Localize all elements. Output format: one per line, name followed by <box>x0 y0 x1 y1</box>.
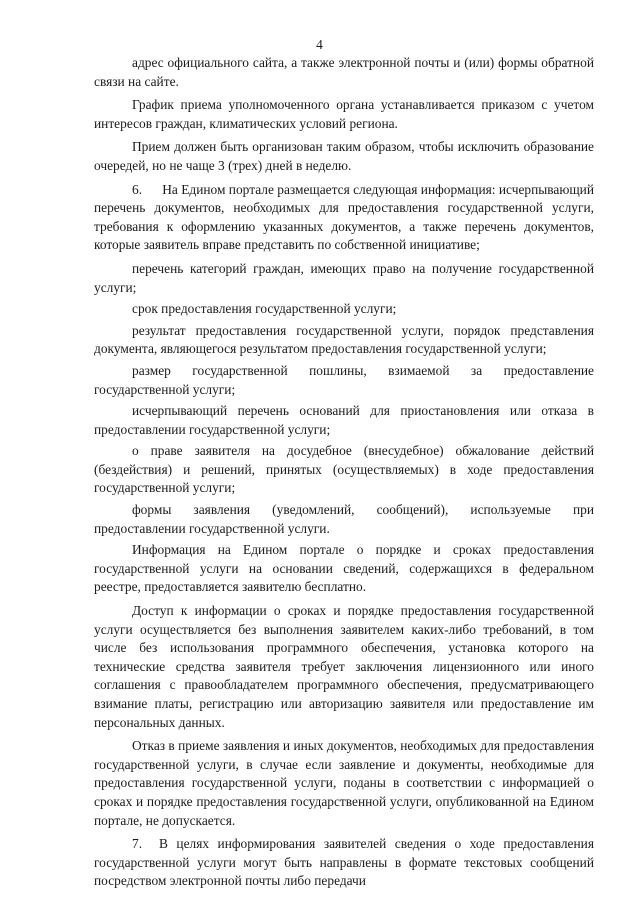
paragraph: Доступ к информации о сроках и порядке предоставления государственной услуги осуществляется без выполнения заявителем каких-либо требований, в том числе без использования программного обеспечения, установка которого на технические средства заявителя требует заключения лицензионного или иного соглашения с правообладателем программного обеспечения, предусматривающего взимание платы, регистрацию или авторизацию заявителя или предоставление им персональных данных. <box>94 603 594 730</box>
paragraph: перечень категорий граждан, имеющих право на получение государственной услуги; <box>94 260 594 295</box>
paragraph: о праве заявителя на досудебное (внесудебное) обжалование действий (бездействия) и решений, принятых (осуществляемых) в ходе предоставления государственной услуги; <box>94 443 594 496</box>
paragraph: размер государственной пошлины, взимаемой за предоставление государственной услуги; <box>94 362 594 397</box>
paragraph: Информация на Едином портале о порядке и сроках предоставления государственной услуги на основании сведений, содержащихся в федеральном реестре, предоставляется заявителю бесплатно. <box>94 542 594 595</box>
page-number: 4 <box>316 37 323 52</box>
document-body <box>94 54 594 896</box>
paragraph: График приема уполномоченного органа устанавливается приказом с учетом интересов граждан, климатических условий региона. <box>94 97 594 131</box>
paragraph: срок предоставления государственной услуги; <box>132 301 397 317</box>
paragraph: результат предоставления государственной услуги, порядок представления документа, являющегося результатом предоставления государственной услуги; <box>94 322 594 357</box>
paragraph: 6. На Едином портале размещается следующая информация: исчерпывающий перечень документов, необходимых для предоставления государственной услуги, требования к оформлению указанных документов, а также перечень документов, которые заявитель вправе представить по собственной инициативе; <box>94 181 594 253</box>
paragraph: адрес официального сайта, а также электронной почты и (или) формы обратной связи на сайте. <box>94 55 594 89</box>
paragraph: 7. В целях информирования заявителей сведения о ходе предоставления государственной услуги могут быть направлены в формате текстовых сообщений посредством электронной почты либо передачи <box>94 836 594 889</box>
paragraph: Отказ в приеме заявления и иных документов, необходимых для предоставления государственной услуги, в случае если заявление и документы, необходимые для предоставления государственной услуги, поданы в соответствии с информацией о сроках и порядке предоставления государственной услуги, опубликованной на Едином портале, не допускается. <box>94 738 594 828</box>
paragraph: формы заявления (уведомлений, сообщений), используемые при предоставлении государственной услуги. <box>94 502 594 536</box>
paragraph: Прием должен быть организован таким образом, чтобы исключить образование очередей, но не чаще 3 (трех) дней в неделю. <box>94 139 594 173</box>
paragraph: исчерпывающий перечень оснований для приостановления или отказа в предоставлении государственной услуги; <box>94 403 594 437</box>
